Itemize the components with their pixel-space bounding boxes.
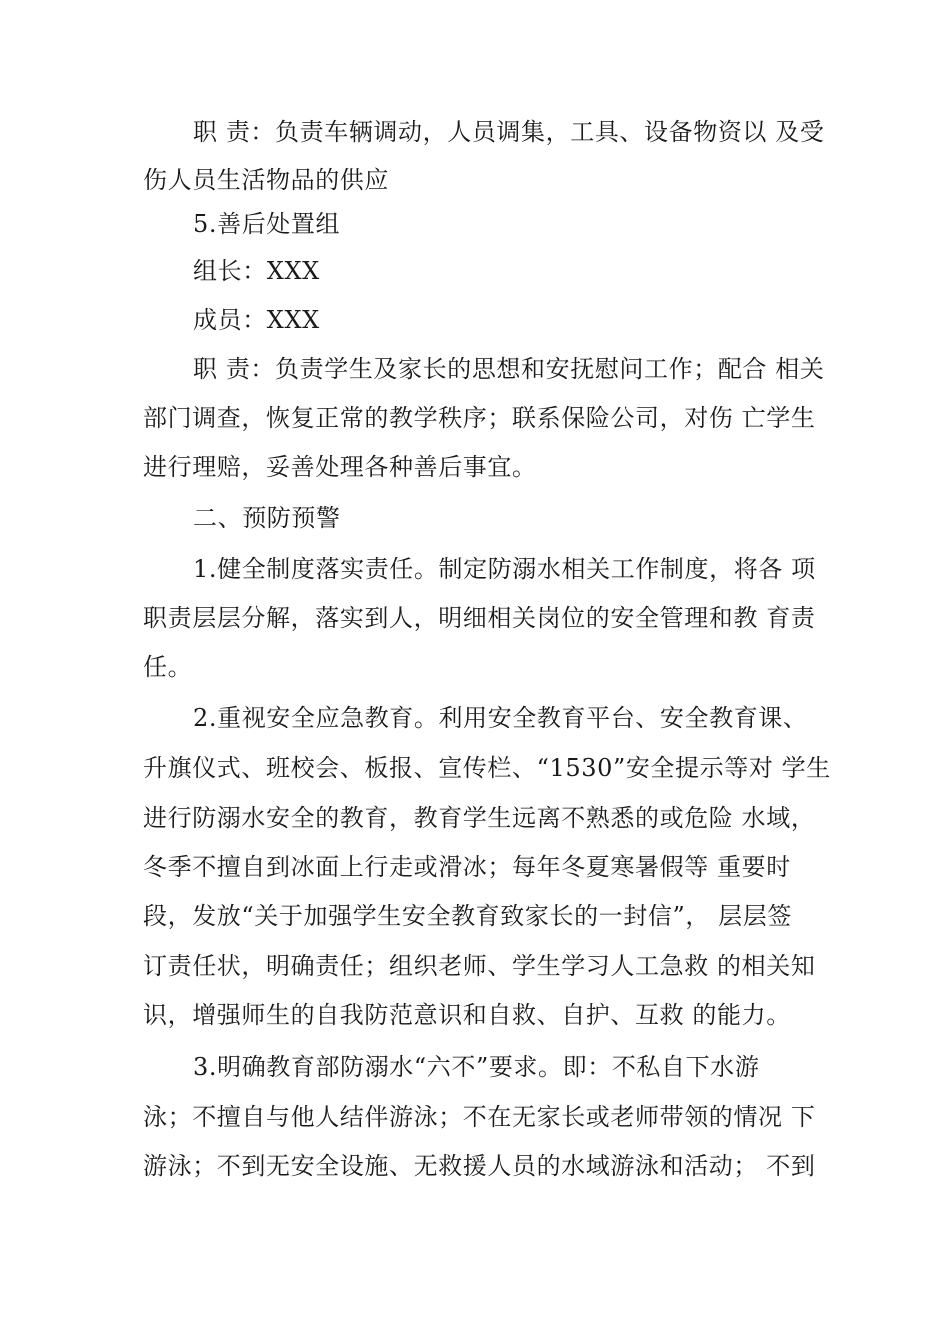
group-leader-line: 组长：XXX [193,257,320,285]
text-line-11: 职责层层分解，落实到人，明细相关岗位的安全管理和教 育责 [143,604,816,632]
text-line-22: 游泳；不到无安全设施、无救援人员的水域游泳和活动； 不到 [143,1152,816,1180]
text-line-10: 1.健全制度落实责任。制定防溺水相关工作制度，将各 项 [193,555,816,583]
text-line-19: 识，增强师生的自我防范意识和自救、自护、互救 的能力。 [143,1001,791,1029]
text-line-17: 段，发放“关于加强学生安全教育致家长的一封信”， 层层签 [143,902,792,930]
text-line-18: 订责任状，明确责任；组织老师、学生学习人工急救 的相关知 [143,952,816,980]
text-line-15: 进行防溺水安全的教育，教育学生远离不熟悉的或危险 水域， [143,804,816,832]
section-heading-prevention: 二、预防预警 [193,504,341,532]
text-line-16: 冬季不擅自到冰面上行走或滑冰；每年冬夏寒暑假等 重要时 [143,853,791,881]
section-heading-aftercare-group: 5.善后处置组 [193,210,341,238]
text-line-13: 2.重视安全应急教育。利用安全教育平台、安全教育课、 [193,704,808,732]
group-members-line: 成员：XXX [193,306,320,334]
text-line-12: 任。 [143,653,193,681]
text-line-14: 升旗仪式、班校会、板报、宣传栏、“1530”安全提示等对 学生 [143,754,831,782]
text-line-6: 职 责：负责学生及家长的思想和安抚慰问工作；配合 相关 [193,355,825,383]
text-line-20: 3.明确教育部防溺水“六不”要求。即：不私自下水游 [193,1053,760,1081]
text-line-7: 部门调查，恢复正常的教学秩序；联系保险公司，对伤 亡学生 [143,404,816,432]
text-line-8: 进行理赔，妥善处理各种善后事宜。 [143,453,537,481]
text-line-2: 伤人员生活物品的供应 [143,166,389,194]
text-line-1: 职 责：负责车辆调动，人员调集，工具、设备物资以 及受 [193,118,825,146]
text-line-21: 泳；不擅自与他人结伴游泳；不在无家长或老师带领的情况 下 [143,1103,816,1131]
